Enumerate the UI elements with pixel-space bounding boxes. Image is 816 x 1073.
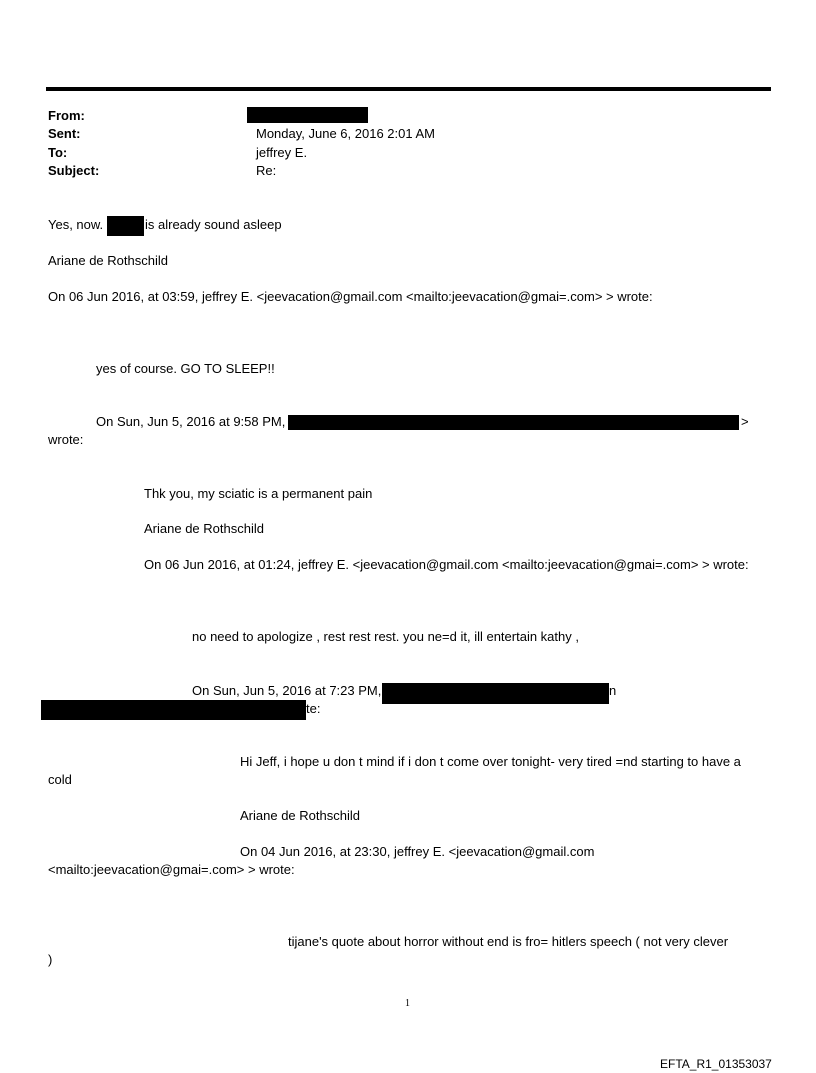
message-4-line2: cold: [48, 772, 72, 787]
quote-header-2-wrote: wrote:: [48, 432, 84, 447]
to-label: To:: [48, 145, 68, 160]
signature-2: Ariane de Rothschild: [144, 521, 264, 536]
quote-header-4-wrote: te:: [306, 701, 321, 716]
subject-label: Subject:: [48, 163, 100, 178]
quote-header-2: On Sun, Jun 5, 2016 at 9:58 PM,: [96, 414, 286, 429]
document-id: EFTA_R1_01353037: [660, 1057, 772, 1071]
reply-5-line2: ): [48, 952, 53, 967]
header-rule: [46, 87, 771, 91]
sender-redaction-3: [41, 700, 306, 720]
signature-1: Ariane de Rothschild: [48, 253, 168, 268]
signature-4: Ariane de Rothschild: [240, 808, 360, 823]
reply-1: yes of course. GO TO SLEEP!!: [96, 361, 275, 376]
body-line1-prefix: Yes, now.: [48, 217, 104, 232]
message-4-line1: Hi Jeff, i hope u don t mind if i don t come over tonight- very tired =nd starting to have a: [240, 754, 741, 769]
message-2: Thk you, my sciatic is a permanent pain: [144, 486, 373, 501]
name-redaction: [107, 216, 144, 236]
body-line1-suffix: is already sound asleep: [145, 217, 282, 232]
sender-redaction-1: [288, 415, 739, 430]
quote-header-5-line1: On 04 Jun 2016, at 23:30, jeffrey E. <jeevacation@gmail.com: [240, 844, 595, 859]
quote-header-1: On 06 Jun 2016, at 03:59, jeffrey E. <jeevacation@gmail.com <mailto:jeevacation@gmai=.com> > wrote:: [48, 289, 653, 304]
reply-5-line1: tijane's quote about horror without end is fro= hitlers speech ( not very clever: [288, 934, 729, 949]
from-label: From:: [48, 108, 85, 123]
page-number: 1: [405, 998, 410, 1009]
sender-redaction-2: [382, 683, 609, 704]
sent-label: Sent:: [48, 126, 81, 141]
reply-3: no need to apologize , rest rest rest. you ne=d it, ill entertain kathy ,: [192, 629, 579, 644]
sent-value: Monday, June 6, 2016 2:01 AM: [256, 126, 435, 141]
quote-header-2-gt: >: [741, 414, 749, 429]
quote-header-4-tail: n: [609, 683, 617, 698]
quote-header-4: On Sun, Jun 5, 2016 at 7:23 PM,: [192, 683, 382, 698]
subject-value: Re:: [256, 163, 277, 178]
quote-header-3: On 06 Jun 2016, at 01:24, jeffrey E. <jeevacation@gmail.com <mailto:jeevacation@gmai=.com> > wrote:: [144, 557, 749, 572]
to-value: jeffrey E.: [256, 145, 308, 160]
quote-header-5-line2: <mailto:jeevacation@gmai=.com> > wrote:: [48, 862, 295, 877]
from-redaction: [247, 107, 368, 123]
